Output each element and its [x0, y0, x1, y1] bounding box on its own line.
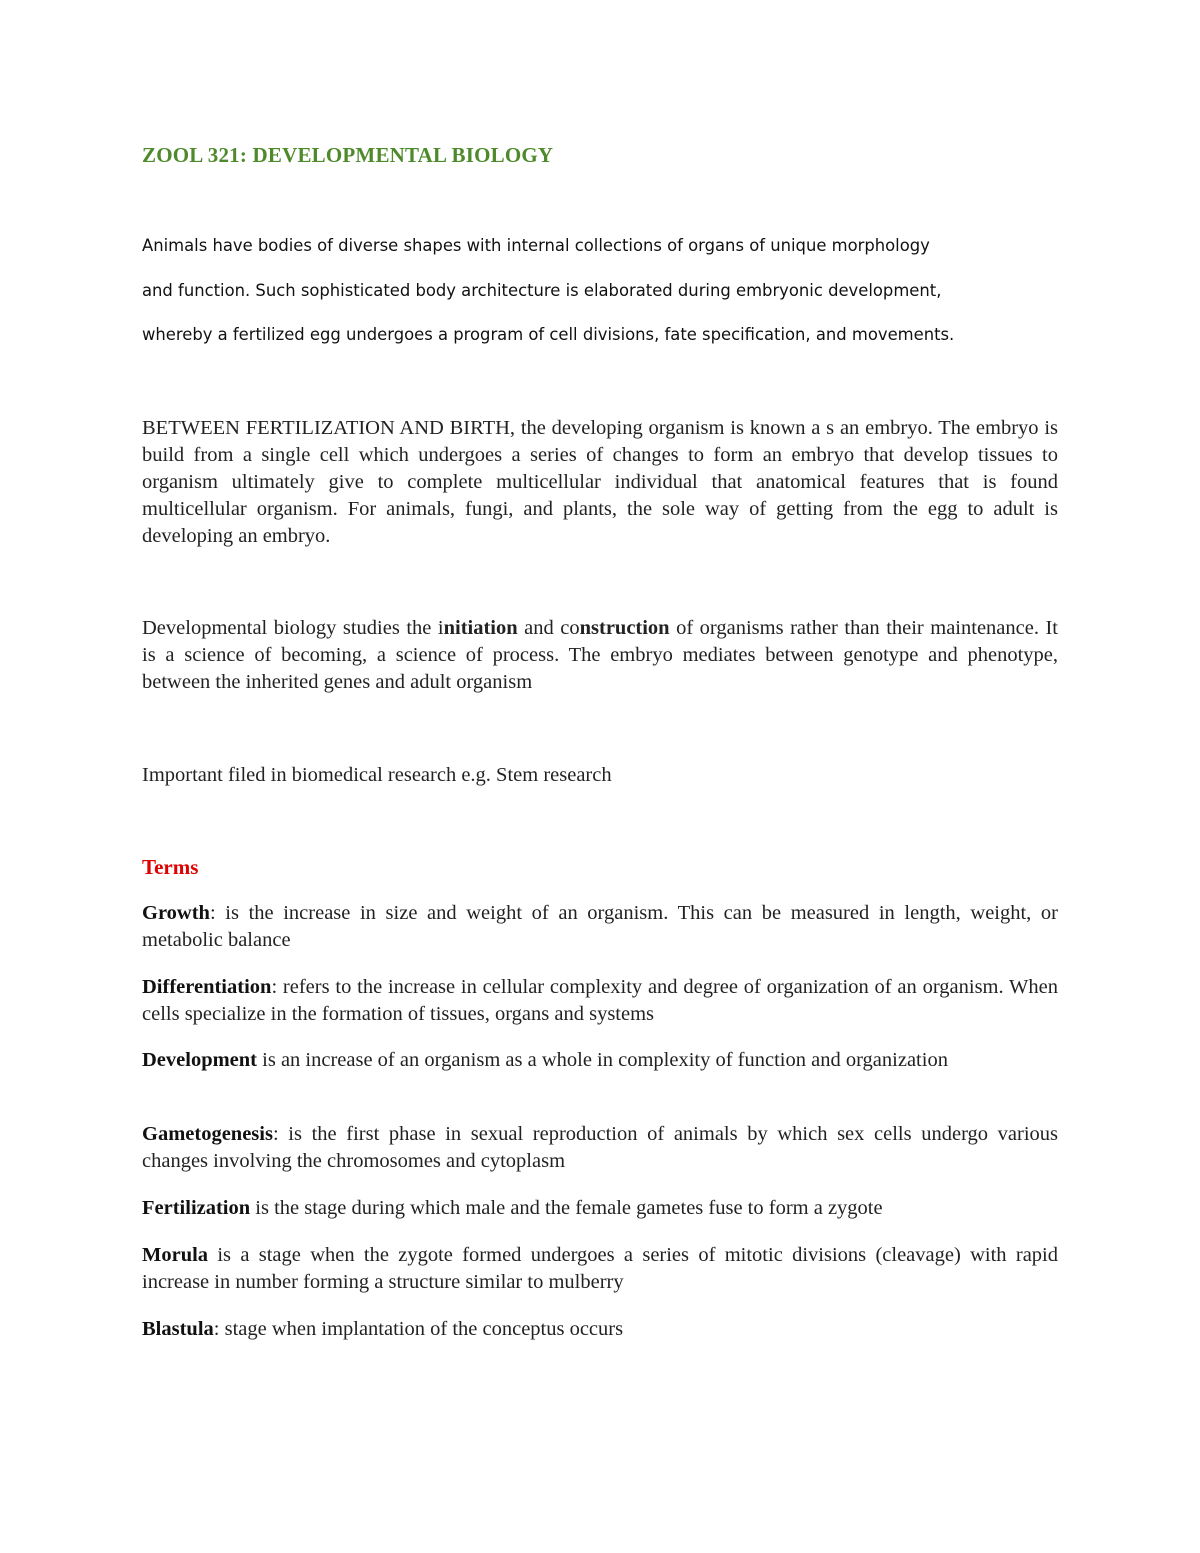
intro-line-2: and function. Such sophisticated body architecture is elaborated during embryonic development, [142, 281, 942, 300]
term-name: Development [142, 1049, 258, 1071]
term-definition: : refers to the increase in cellular complexity and degree of organization of an organism. When cells specialize in the formation of tissues, organs and systems [142, 976, 1058, 1025]
term-blastula [142, 1316, 1058, 1343]
term-definition: : is the increase in size and weight of an organism. This can be measured in length, weight, or metabolic balance [142, 902, 1058, 951]
term-gametogenesis [142, 1121, 1058, 1175]
term-name: Blastula [142, 1318, 214, 1340]
term-definition: : is the first phase in sexual reproduction of animals by which sex cells undergo various changes involving the chromosomes and cytoplasm [142, 1123, 1058, 1172]
research-line: Important filed in biomedical research e.g. Stem research [142, 764, 612, 786]
terms-heading: Terms [142, 855, 199, 879]
devbio-text-3: of organisms rather than their maintenance. It is a science of becoming, a science of process. The embryo mediates between genotype and phenotype, between the inherited genes and adult organism [142, 617, 1059, 693]
devbio-bold-initiation: nitiation [443, 617, 518, 639]
page-title: ZOOL 321: DEVELOPMENTAL BIOLOGY [142, 143, 554, 167]
term-differentiation [142, 974, 1058, 1028]
intro-line-3: whereby a fertilized egg undergoes a program of cell divisions, fate specification, and movements. [142, 325, 955, 344]
term-fertilization [142, 1195, 1058, 1222]
embryo-paragraph: BETWEEN FERTILIZATION AND BIRTH, the developing organism is known a s an embryo. The embryo is build from a single cell which undergoes a series of changes to form an embryo that develop tissues to organism ultimately give to complete multicellular individual that anatomical features that is found multicellular organism. For animals, fungi, and plants, the sole way of getting from the egg to adult is developing an embryo. [142, 417, 1058, 547]
term-definition: is a stage when the zygote formed undergoes a series of mitotic divisions (cleavage) with rapid increase in number forming a structure similar to mulberry [142, 1244, 1058, 1293]
developmental-biology-paragraph [142, 615, 1058, 696]
term-definition: : stage when implantation of the conceptus occurs [213, 1318, 624, 1340]
term-definition: is an increase of an organism as a whole in complexity of function and organization [257, 1049, 948, 1071]
term-development [142, 1047, 1058, 1074]
term-morula [142, 1242, 1058, 1296]
term-name: Growth [142, 902, 210, 924]
devbio-bold-construction: nstruction [579, 617, 670, 639]
term-name: Differentiation [142, 976, 272, 998]
intro-line-1: Animals have bodies of diverse shapes with internal collections of organs of unique morphology [142, 236, 930, 255]
term-name: Fertilization [142, 1197, 251, 1219]
term-growth [142, 900, 1058, 954]
term-name: Morula [142, 1244, 209, 1266]
devbio-text-1: Developmental biology studies the i [142, 617, 444, 639]
devbio-text-2: and co [517, 617, 580, 639]
term-definition: is the stage during which male and the female gametes fuse to form a zygote [250, 1197, 883, 1219]
term-name: Gametogenesis [142, 1123, 273, 1145]
